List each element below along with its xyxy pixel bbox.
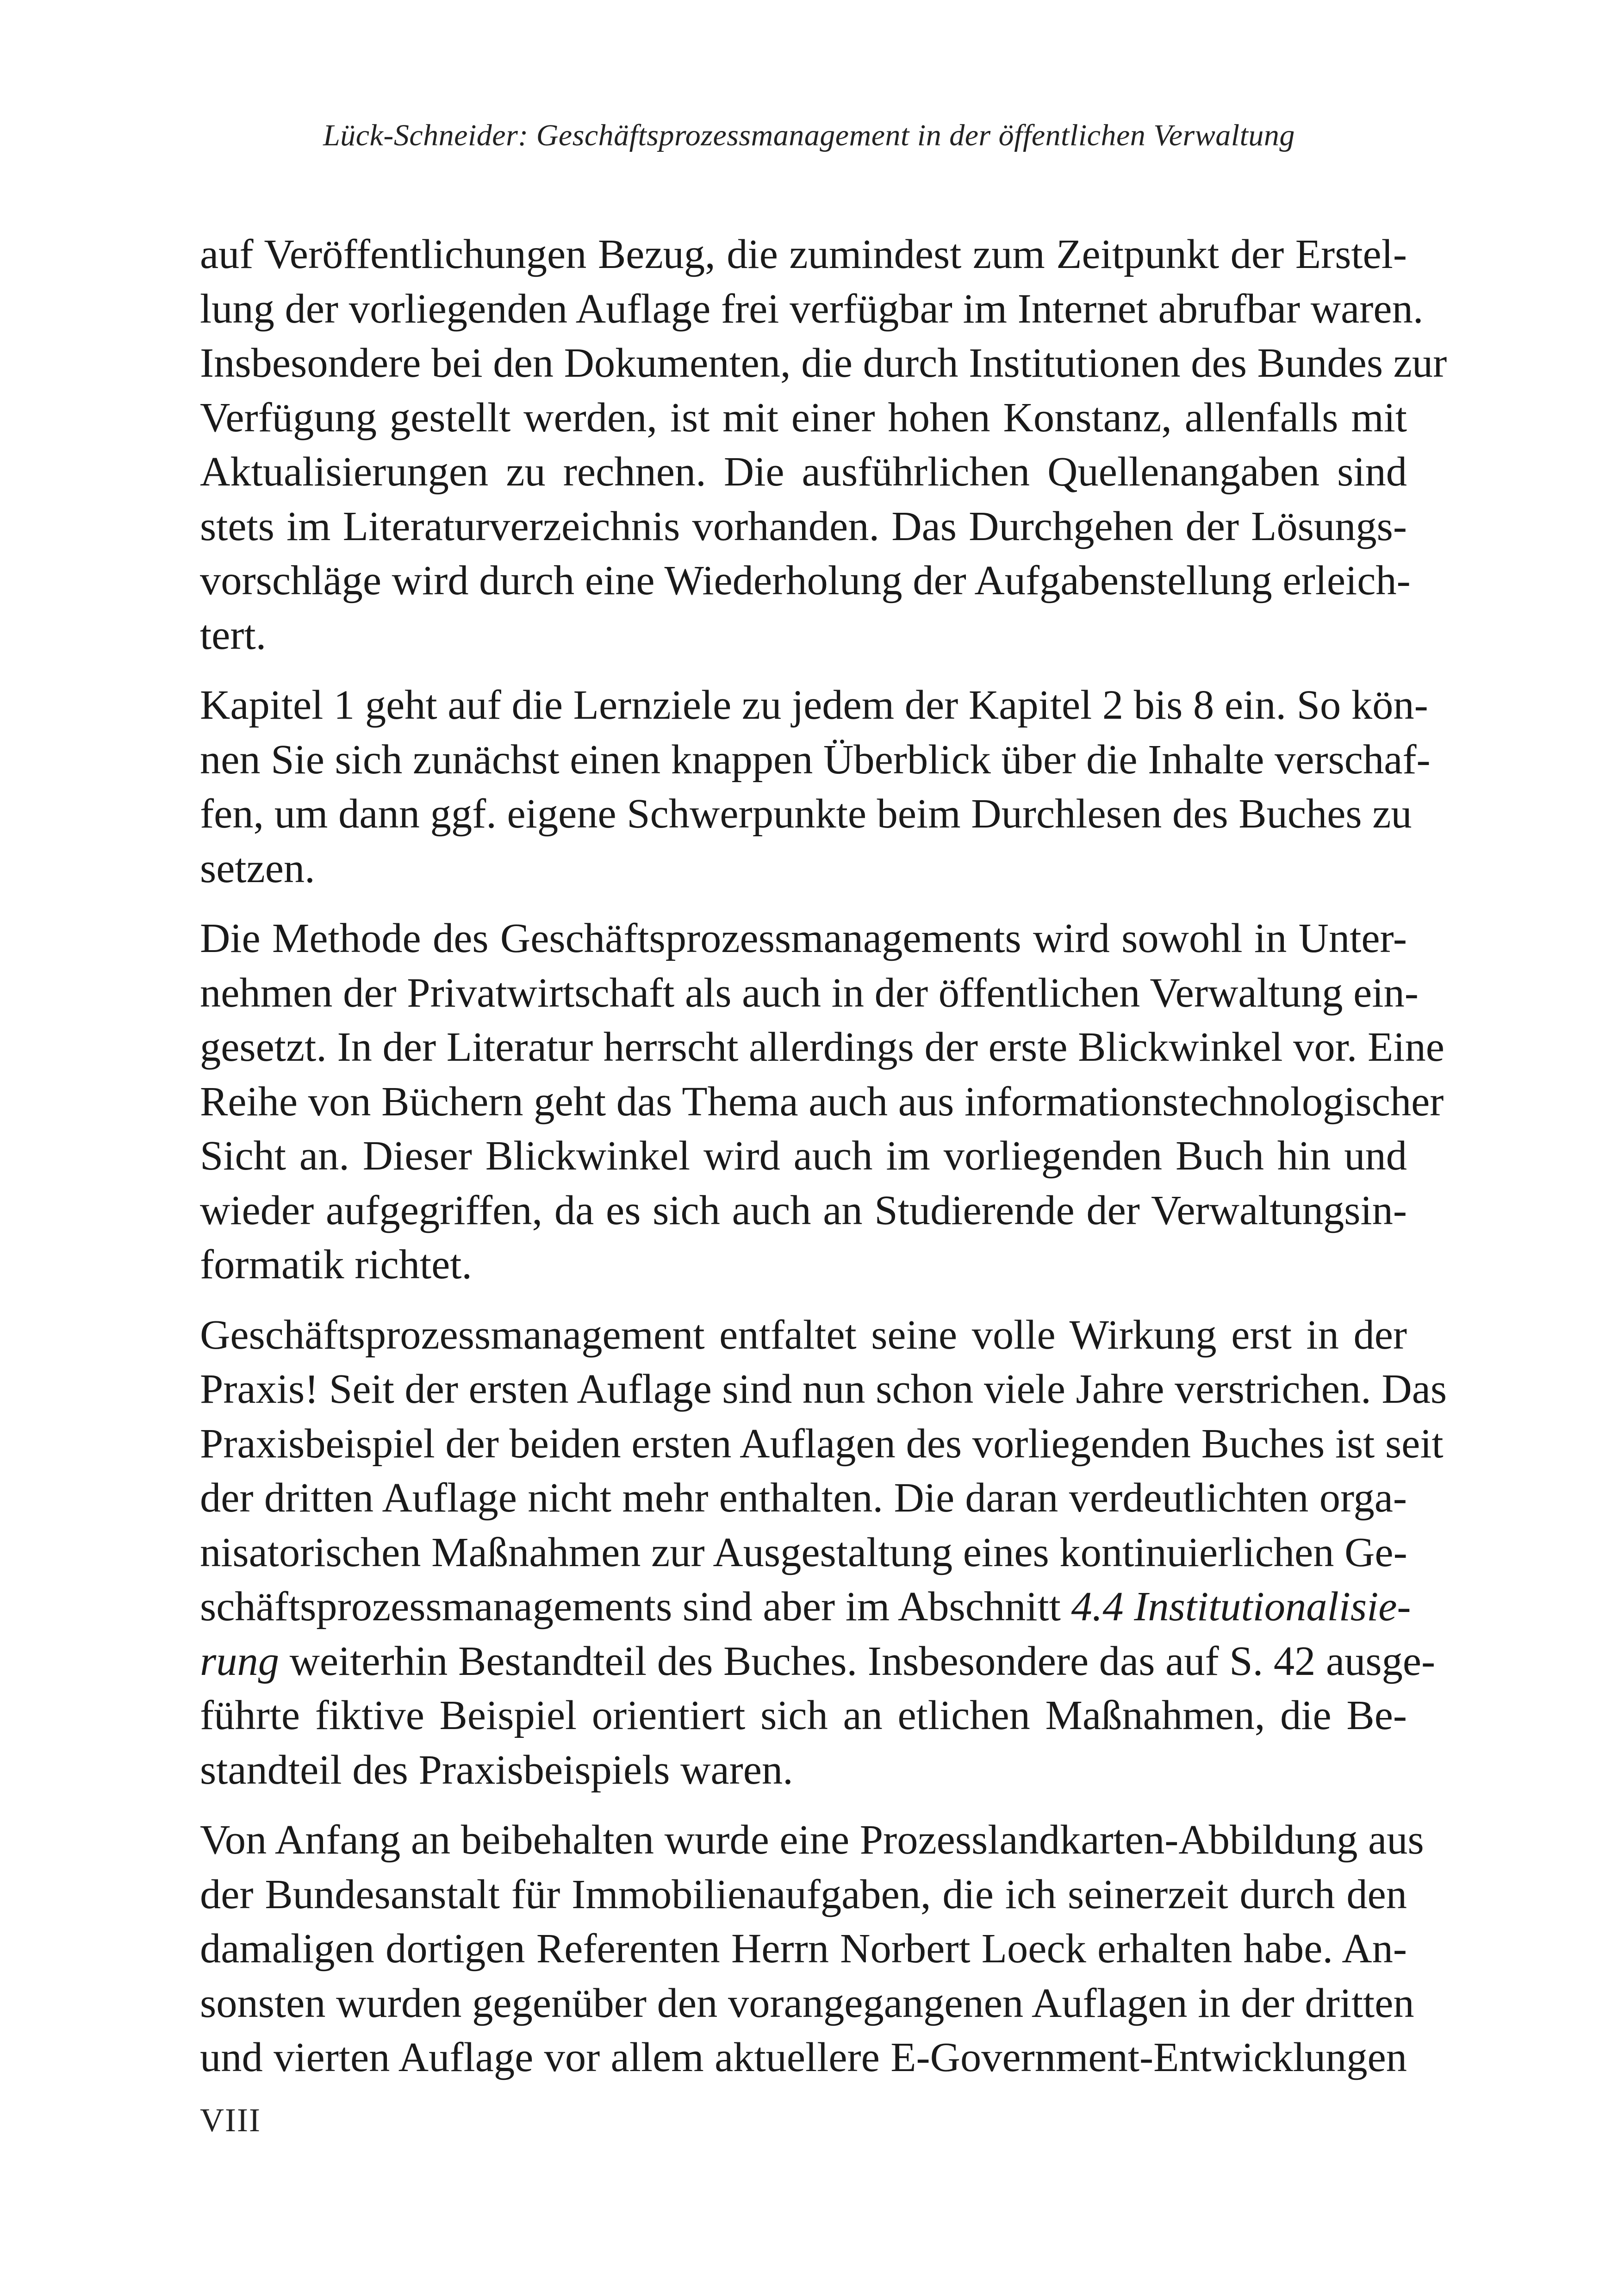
text-line: Von Anfang an beibehalten wurde eine Prozesslandkarten-Abbildung aus [200, 1816, 1424, 1863]
section-reference-continued: rung [200, 1637, 279, 1684]
text-line: Insbesondere bei den Dokumenten, die durch Institutionen des Bundes zur [200, 339, 1447, 386]
paragraph-4 [200, 1307, 1447, 1797]
text-line: Die Methode des Geschäftsprozessmanagements wird sowohl in Unter- [200, 915, 1407, 961]
text-line-with-reference [200, 1579, 1411, 1634]
text-line: wieder aufgegriffen, da es sich auch an Studierende der Verwaltungsin- [200, 1186, 1407, 1233]
text-line: damaligen dortigen Referenten Herrn Norbert Loeck erhalten habe. An- [200, 1925, 1407, 1972]
paragraph-2 [200, 678, 1431, 895]
text-line: auf Veröffentlichungen Bezug, die zumindest zum Zeitpunkt der Erstel- [200, 230, 1407, 277]
text-line: sonsten wurden gegenüber den vorangegangenen Auflagen in der dritten [200, 1979, 1414, 2026]
text-line: Praxis! Seit der ersten Auflage sind nun schon viele Jahre verstrichen. Das [200, 1365, 1447, 1412]
text-line: lung der vorliegenden Auflage frei verfügbar im Internet abrufbar waren. [200, 285, 1424, 332]
text-line: setzen. [200, 844, 315, 891]
text-line-with-reference [200, 1634, 1436, 1688]
text-line: nehmen der Privatwirtschaft als auch in der öffentlichen Verwaltung ein- [200, 969, 1419, 1016]
paragraph-1 [200, 227, 1447, 662]
text-line: der Bundesanstalt für Immobilienaufgaben, die ich seinerzeit durch den [200, 1870, 1407, 1917]
text-line-rest: weiterhin Bestandteil des Buches. Insbesondere das auf S. 42 ausge- [279, 1637, 1436, 1684]
text-line: Kapitel 1 geht auf die Lernziele zu jedem der Kapitel 2 bis 8 ein. So kön- [200, 681, 1428, 728]
text-line: formatik richtet. [200, 1241, 473, 1288]
text-line: gesetzt. In der Literatur herrscht allerdings der erste Blickwinkel vor. Eine [200, 1023, 1444, 1070]
paragraph-3 [200, 911, 1444, 1292]
text-line: Reihe von Büchern geht das Thema auch aus informationstechnologischer [200, 1077, 1444, 1125]
text-line: nisatorischen Maßnahmen zur Ausgestaltung eines kontinuierlichen Ge- [200, 1528, 1407, 1575]
text-line: standteil des Praxisbeispiels waren. [200, 1746, 793, 1793]
running-header: Lück-Schneider: Geschäftsprozessmanagement in der öffentlichen Verwaltung [323, 118, 1295, 152]
text-line: Aktualisierungen zu rechnen. Die ausführlichen Quellenangaben sind [200, 448, 1407, 495]
text-line: fen, um dann ggf. eigene Schwerpunkte beim Durchlesen des Buches zu [200, 790, 1412, 837]
text-line: Verfügung gestellt werden, ist mit einer hohen Konstanz, allenfalls mit [200, 393, 1407, 441]
body-text [200, 227, 1447, 2100]
text-line: führte fiktive Beispiel orientiert sich an etlichen Maßnahmen, die Be- [200, 1692, 1407, 1738]
text-line: nen Sie sich zunächst einen knappen Überblick über die Inhalte verschaf- [200, 735, 1431, 783]
section-reference: 4.4 Institutionalisie- [1071, 1583, 1411, 1630]
text-line: der dritten Auflage nicht mehr enthalten. Die daran verdeutlichten orga- [200, 1474, 1407, 1521]
text-line: Geschäftsprozessmanagement entfaltet seine volle Wirkung erst in der [200, 1311, 1407, 1358]
text-line: stets im Literaturverzeichnis vorhanden. Das Durchgehen der Lösungs- [200, 502, 1407, 549]
text-line: vorschläge wird durch eine Wiederholung der Aufgabenstellung erleich- [200, 557, 1411, 604]
text-line-start: schäftsprozessmanagements sind aber im Abschnitt [200, 1583, 1071, 1630]
paragraph-5 [200, 1812, 1424, 2084]
text-line: Praxisbeispiel der beiden ersten Auflagen des vorliegenden Buches ist seit [200, 1419, 1444, 1467]
text-line: und vierten Auflage vor allem aktuellere E-Government-Entwicklungen [200, 2034, 1407, 2080]
text-line: tert. [200, 611, 267, 658]
page-number: VIII [200, 2102, 261, 2139]
text-line: Sicht an. Dieser Blickwinkel wird auch im vorliegenden Buch hin und [200, 1132, 1407, 1179]
